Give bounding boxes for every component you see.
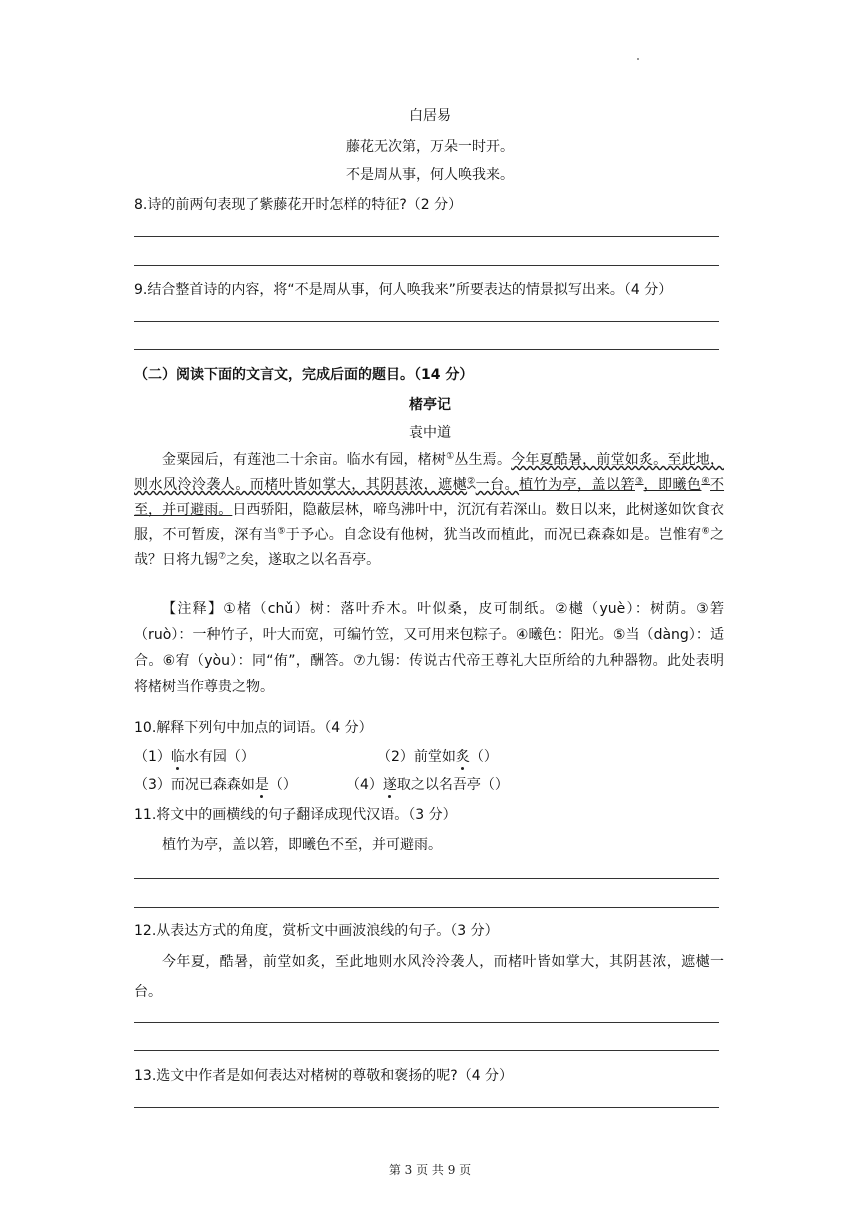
q10-item-1: （1）临水有园（） <box>134 749 255 765</box>
wavy-sentence-end: 一台。 <box>475 477 520 493</box>
answer-line[interactable] <box>134 236 719 237</box>
question-8: 8.诗的前两句表现了紫藤花开时怎样的特征?（2 分） <box>134 197 463 213</box>
q12-quote: 今年夏，酷暑，前堂如炙，至此地则水风泠泠袭人，而楮叶皆如掌大，其阴甚浓，遮樾一台。 <box>134 954 724 1000</box>
answer-line[interactable] <box>134 1107 719 1108</box>
question-10: 10.解释下列句中加点的词语。（4 分） <box>134 720 373 736</box>
answer-line[interactable] <box>134 1022 719 1023</box>
answer-line[interactable] <box>134 878 719 879</box>
page-footer: 第 3 页 共 9 页 <box>388 1163 472 1177</box>
essay-title: 楮亭记 <box>409 397 451 413</box>
section-heading: （二）阅读下面的文言文，完成后面的题目。（14 分） <box>134 367 474 383</box>
q10-item-2: （2）前堂如炙（） <box>377 749 498 765</box>
essay-author: 袁中道 <box>409 425 451 441</box>
question-13: 13.选文中作者是如何表达对楮树的尊敬和褒扬的呢?（4 分） <box>134 1068 514 1084</box>
poem-line-1: 藤花无次第，万朵一时开。 <box>346 139 514 155</box>
q10-item-3: （3）而况已森森如是（） <box>134 777 297 793</box>
answer-line[interactable] <box>134 907 719 908</box>
q10-item-4: （4）遂取之以名吾亭（） <box>346 777 509 793</box>
page-mark <box>637 58 639 60</box>
poem-line-2: 不是周从事，何人唤我来。 <box>346 167 514 183</box>
question-12: 12.从表达方式的角度，赏析文中画波浪线的句子。（3 分） <box>134 923 499 939</box>
question-9: 9.结合整首诗的内容，将“不是周从事，何人唤我来”所要表达的情景拟写出来。（4 分） <box>134 282 673 298</box>
answer-line[interactable] <box>134 349 719 350</box>
answer-line[interactable] <box>134 265 719 266</box>
poem-author: 白居易 <box>409 108 451 124</box>
essay-body: 金粟园后，有莲池二十余亩。临水有园，楮树①丛生焉。今年夏酷暑，前堂如炙。至此地，则水风泠泠袭人。而楮叶皆如掌大，其阴甚浓，遮樾②一台。植竹为亭，盖以箬③，即曦色④不至，并可避雨。日西骄阳，隐蔽层林，啼鸟沸叶中，沉沉有若深山。数日以来，此树遂如饮食衣服，不可暂废，深有当⑤于予心。自念设有他树，犹当改而植此，而况已森森如是。岂惟宥⑥之哉？日将九锡⑦之矣，遂取之以名吾亭。 <box>134 451 725 568</box>
answer-line[interactable] <box>134 1050 719 1051</box>
wavy-sentence: 今年夏酷暑，前堂如炙。至此地，则水风泠泠袭人。而楮叶皆如掌大，其阴甚浓，遮樾 <box>134 452 724 493</box>
underlined-sentence: 植竹为亭，盖以箬 <box>519 477 635 493</box>
annotations: 【注释】①楮（chǔ）树：落叶乔木。叶似桑，皮可制纸。②樾（yuè）：树荫。③箬（ruò）：一种竹子，叶大而宽，可编竹笠，又可用来包粽子。④曦色：阳光。⑤当（dàng）：适合。⑥宥（yòu）：同“侑”，酬答。⑦九锡：传说古代帝王尊礼大臣所给的九种器物。此处表明将楮树当作尊贵之物。 <box>134 601 724 695</box>
answer-line[interactable] <box>134 321 719 322</box>
question-11: 11.将文中的画横线的句子翻译成现代汉语。（3 分） <box>134 807 457 823</box>
q11-quote: 植竹为亭，盖以箬，即曦色不至，并可避雨。 <box>162 837 442 853</box>
